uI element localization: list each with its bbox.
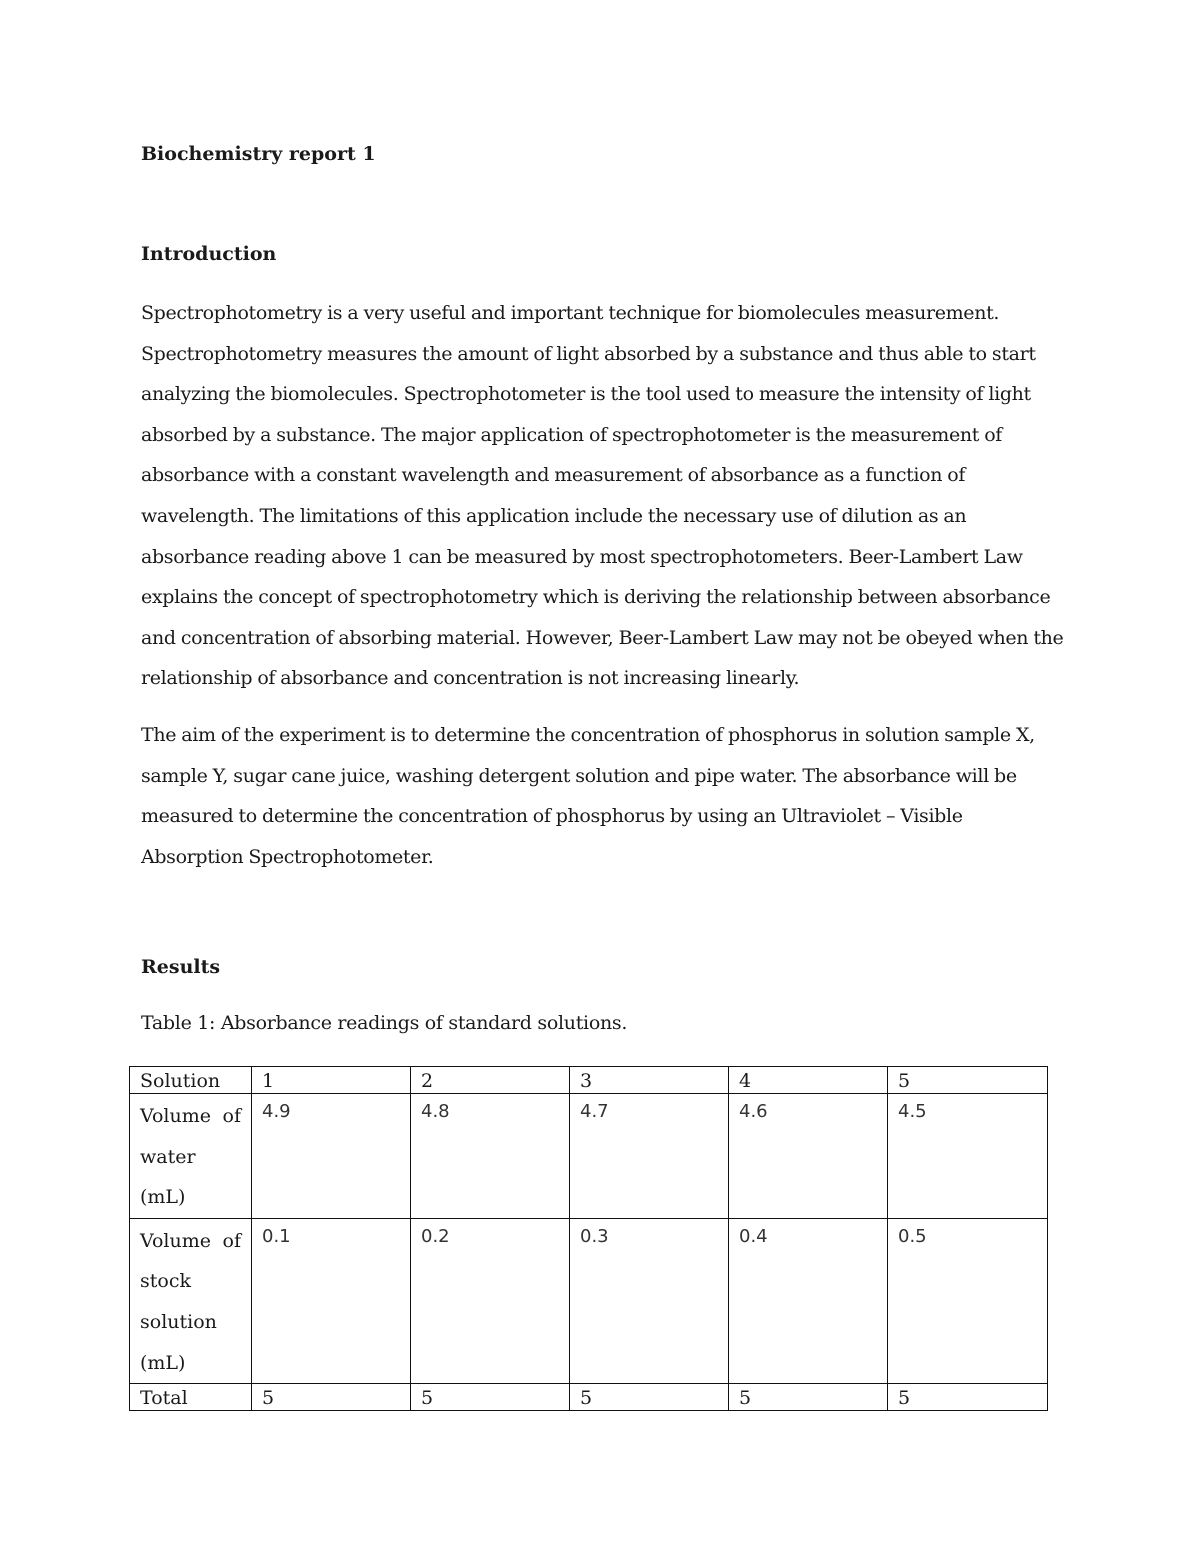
introduction-heading: Introduction [141, 243, 277, 265]
table-header-row [130, 1067, 1048, 1094]
table-cell: 5 [570, 1384, 729, 1411]
table-cell: 4.7 [570, 1094, 729, 1219]
table-row-label: Volume of stock solution (mL) [130, 1218, 252, 1383]
table-cell: 0.2 [411, 1218, 570, 1383]
table-cell: 4.5 [888, 1094, 1048, 1219]
table-row [130, 1218, 1048, 1383]
table-cell: 5 [252, 1384, 411, 1411]
table-header-cell: 1 [252, 1067, 411, 1094]
introduction-paragraph-2: The aim of the experiment is to determine the concentration of phosphorus in solution sample X, sample Y, sugar cane juice, washing detergent solution and pipe water. The absorbance will be measured to determine the concentration of phosphorus by using an Ultraviolet – Visible Absorption Spectrophotometer. [141, 724, 1035, 868]
table-header-cell: 4 [729, 1067, 888, 1094]
table-header-cell: 5 [888, 1067, 1048, 1094]
table-row [130, 1094, 1048, 1219]
results-heading: Results [141, 956, 221, 978]
table-cell: 4.6 [729, 1094, 888, 1219]
document-title: Biochemistry report 1 [141, 143, 376, 165]
table-cell: 5 [411, 1384, 570, 1411]
table-row-label: Volume of water (mL) [130, 1094, 252, 1219]
table-cell: 0.3 [570, 1218, 729, 1383]
table-header-cell: Solution [130, 1067, 252, 1094]
table-cell: 5 [729, 1384, 888, 1411]
table-cell: 4.8 [411, 1094, 570, 1219]
table-row [130, 1384, 1048, 1411]
table-row-label: Total [130, 1384, 252, 1411]
table-cell: 0.4 [729, 1218, 888, 1383]
table-header-cell: 3 [570, 1067, 729, 1094]
standard-solutions-table [129, 1066, 1048, 1411]
table-cell: 4.9 [252, 1094, 411, 1219]
introduction-paragraph-1: Spectrophotometry is a very useful and important technique for biomolecules measurement. Spectrophotometry measures the amount of light absorbed by a substance and thus able to start analyzing the biomolecules. Spectrophotometer is the tool used to measure the intensity of light absorbed by a substance. The major application of spectrophotometer is the measurement of absorbance with a constant wavelength and measurement of absorbance as a function of wavelength. The limitations of this application include the necessary use of dilution as an absorbance reading above 1 can be measured by most spectrophotometers. Beer-Lambert Law explains the concept of spectrophotometry which is deriving the relationship between absorbance and concentration of absorbing material. However, Beer-Lambert Law may not be obeyed when the relationship of absorbance and concentration is not increasing linearly. [141, 302, 1064, 690]
table-cell: 0.5 [888, 1218, 1048, 1383]
table-cell: 5 [888, 1384, 1048, 1411]
table-header-cell: 2 [411, 1067, 570, 1094]
table-caption: Table 1: Absorbance readings of standard solutions. [141, 1012, 628, 1034]
table-cell: 0.1 [252, 1218, 411, 1383]
